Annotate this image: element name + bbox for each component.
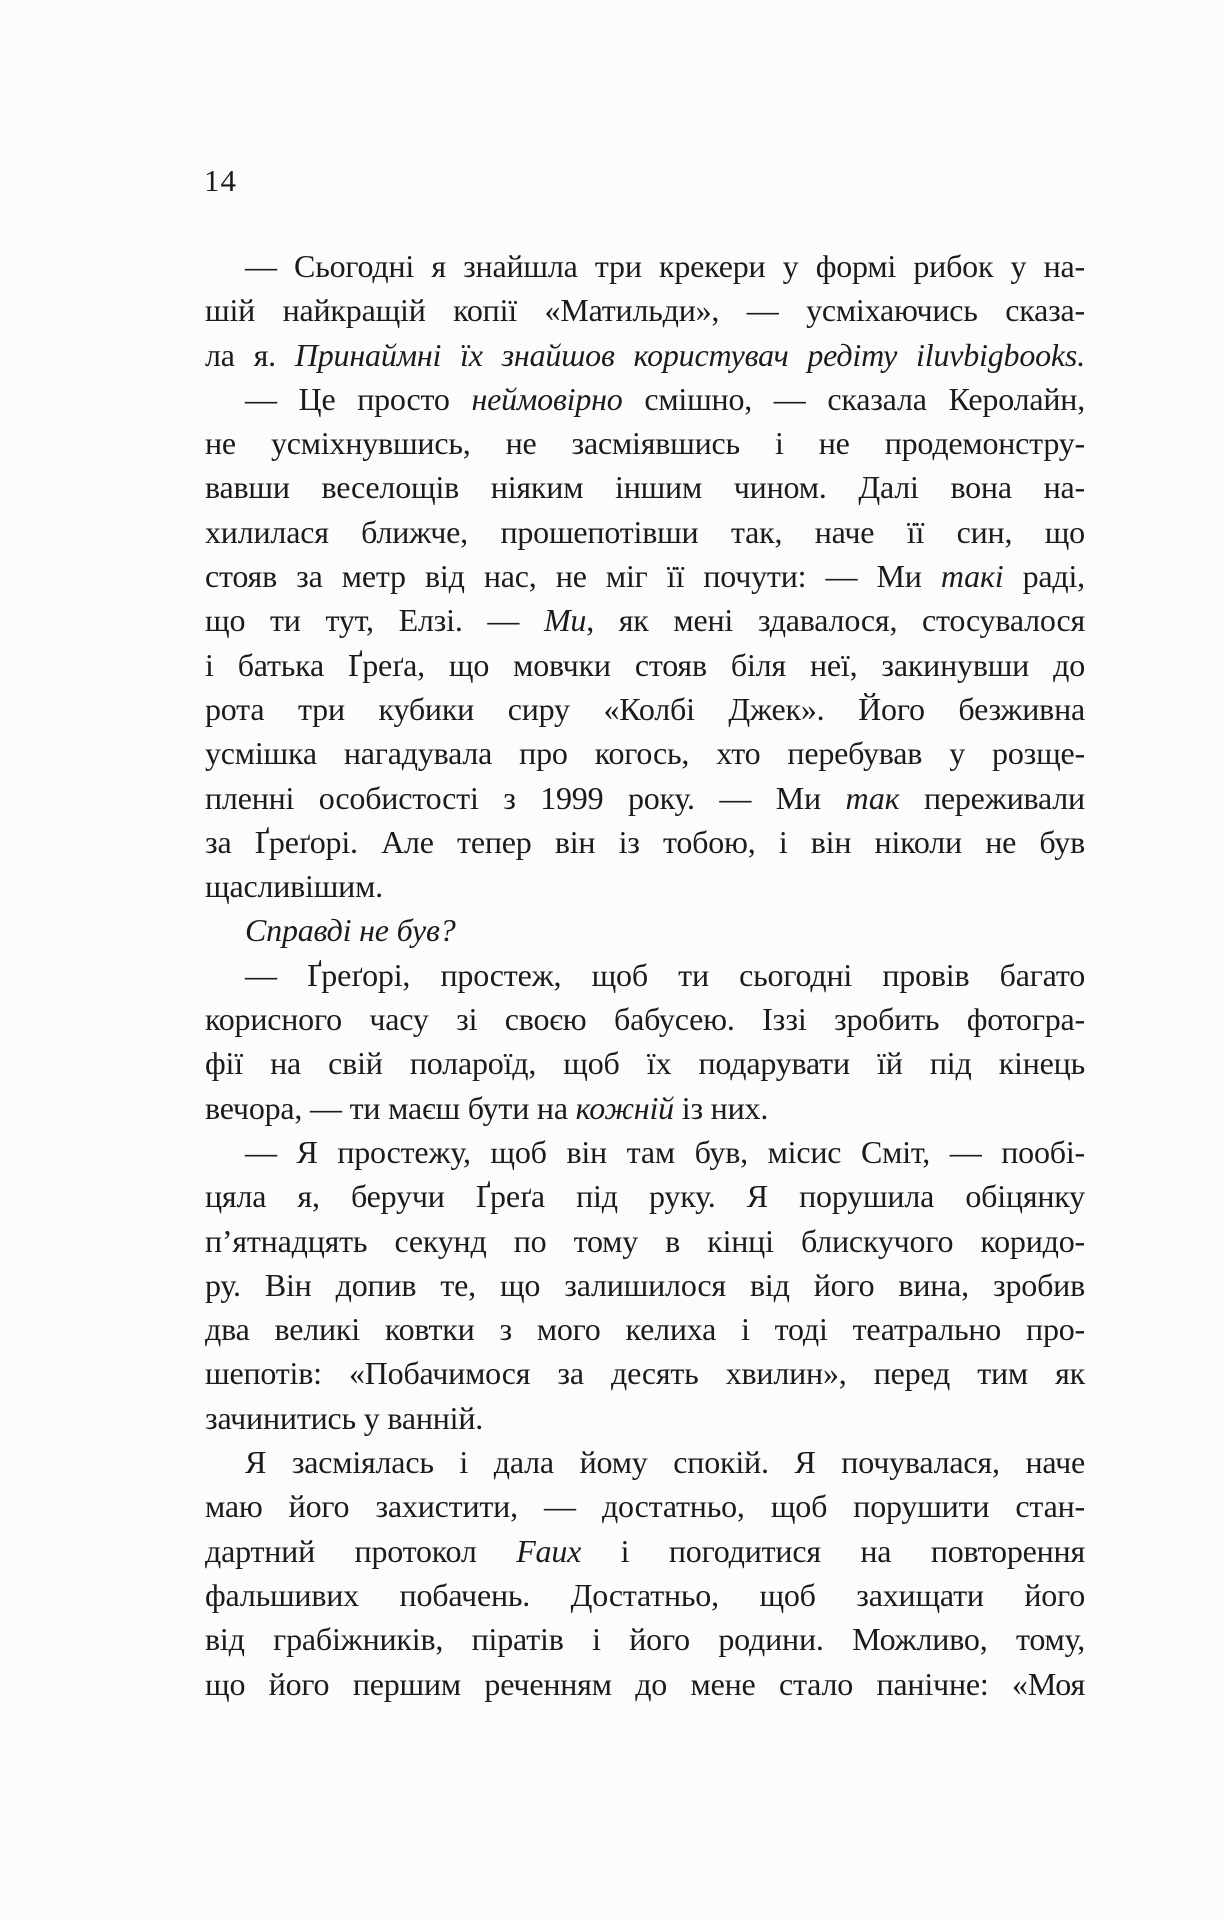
text-line xyxy=(205,288,1085,332)
text-line xyxy=(205,1219,1085,1263)
text-segment: із них. xyxy=(673,1089,769,1126)
text-line xyxy=(205,244,1085,288)
text-line xyxy=(205,465,1085,509)
text-segment: вавши веселощів ніяким іншим чином. Далі вона на- xyxy=(205,469,1085,506)
text-line xyxy=(205,1662,1085,1706)
text-segment: хилилася ближче, прошепотівши так, наче її син, що xyxy=(205,513,1085,550)
paragraph xyxy=(205,1130,1085,1440)
paragraph xyxy=(205,244,1085,377)
text-segment: вечора, — ти маєш бути на xyxy=(205,1089,576,1126)
italic-text-segment: Справді не був? xyxy=(245,912,456,949)
text-segment: дартний протокол xyxy=(205,1532,517,1569)
text-line xyxy=(205,864,1085,908)
text-segment: усмішка нагадувала про когось, хто перебував у розще- xyxy=(205,735,1085,772)
text-segment: п’ятнадцять секунд по тому в кінці блискучого коридо- xyxy=(205,1222,1085,1259)
text-line xyxy=(205,1263,1085,1307)
text-line xyxy=(205,1440,1085,1484)
text-segment: що ти тут, Елзі. — xyxy=(205,602,544,639)
text-segment: — Я простежу, щоб він там був, місис Сміт, — пообі- xyxy=(245,1133,1085,1170)
text-segment: фальшивих побачень. Достатньо, щоб захищати його xyxy=(205,1576,1085,1613)
text-line xyxy=(205,997,1085,1041)
italic-text-segment: Принаймні їх знайшов користувач редіту iluvbigbooks. xyxy=(294,336,1085,373)
text-line xyxy=(205,731,1085,775)
text-line xyxy=(205,643,1085,687)
text-segment: що його першим реченням до мене стало панічне: «Моя xyxy=(205,1665,1085,1702)
text-segment: ла я. xyxy=(205,336,295,373)
text-line xyxy=(205,1617,1085,1661)
text-segment: і батька Ґреґа, що мовчки стояв біля неї, закинувши до xyxy=(205,646,1085,683)
text-segment: цяла я, беручи Ґреґа під руку. Я порушила обіцянку xyxy=(205,1178,1085,1215)
text-segment: пленні особистості з 1999 року. — Ми xyxy=(205,779,846,816)
text-line xyxy=(205,377,1085,421)
italic-text-segment: Ми xyxy=(543,602,587,639)
paragraph xyxy=(205,908,1085,952)
text-line xyxy=(205,554,1085,598)
text-segment: фії на свій полароїд, щоб їх подарувати їй під кінець xyxy=(205,1045,1085,1082)
text-line xyxy=(205,598,1085,642)
text-segment: щасливішим. xyxy=(205,868,383,905)
text-line xyxy=(205,820,1085,864)
body-text xyxy=(205,244,1085,1706)
text-segment: за Ґреґорі. Але тепер він із тобою, і він ніколи не був xyxy=(205,823,1085,860)
text-line xyxy=(205,1041,1085,1085)
text-line xyxy=(205,1484,1085,1528)
text-segment: шій найкращій копії «Матильди», — усміхаючись сказа- xyxy=(205,292,1085,329)
italic-text-segment: такі xyxy=(940,558,1004,595)
text-segment: зачинитись у ванній. xyxy=(205,1399,484,1436)
italic-text-segment: так xyxy=(845,779,900,816)
paragraph xyxy=(205,1440,1085,1706)
text-line xyxy=(205,510,1085,554)
text-line xyxy=(205,1573,1085,1617)
text-line xyxy=(205,1307,1085,1351)
text-line xyxy=(205,776,1085,820)
text-line xyxy=(205,1130,1085,1174)
text-line xyxy=(205,953,1085,997)
text-line xyxy=(205,687,1085,731)
text-line xyxy=(205,1086,1085,1130)
text-segment: раді, xyxy=(1003,558,1085,595)
text-segment: — Ґреґорі, простеж, щоб ти сьогодні провів багато xyxy=(245,956,1085,993)
text-line xyxy=(205,1174,1085,1218)
text-segment: від грабіжників, піратів і його родини. Можливо, тому, xyxy=(205,1621,1085,1658)
page-number: 14 xyxy=(204,163,237,198)
italic-text-segment: неймовірно xyxy=(471,380,623,417)
text-line xyxy=(205,908,1085,952)
text-segment: смішно, — сказала Керолайн, xyxy=(622,380,1085,417)
text-line xyxy=(205,1396,1085,1440)
text-segment: — Сьогодні я знайшла три крекери у формі рибок у на- xyxy=(245,248,1085,284)
text-segment: ру. Він допив те, що залишилося від його вина, зробив xyxy=(205,1266,1085,1303)
text-segment: два великі ковтки з мого келиха і тоді театрально про- xyxy=(205,1311,1085,1348)
text-segment: корисного часу зі своєю бабусею. Іззі зробить фотогра- xyxy=(205,1001,1085,1038)
text-segment: шепотів: «Побачимося за десять хвилин», перед тим як xyxy=(205,1355,1085,1392)
paragraph xyxy=(205,377,1085,909)
text-line xyxy=(205,1529,1085,1573)
text-segment: і погодитися на повторення xyxy=(581,1532,1085,1569)
text-segment: стояв за метр від нас, не міг її почути: — Ми xyxy=(205,558,941,595)
text-segment: не усміхнувшись, не засміявшись і не продемонстру- xyxy=(205,425,1085,462)
text-segment: , як мені здавалося, стосувалося xyxy=(586,602,1086,639)
paragraph xyxy=(205,953,1085,1130)
text-segment: рота три кубики сиру «Колбі Джек». Його безживна xyxy=(205,690,1085,727)
text-line xyxy=(205,421,1085,465)
text-segment: Я засміялась і дала йому спокій. Я почувалася, наче xyxy=(245,1444,1085,1481)
italic-text-segment: кожній xyxy=(575,1089,674,1126)
text-segment: — Це просто xyxy=(245,380,472,417)
text-segment: маю його захистити, — достатньо, щоб порушити стан- xyxy=(205,1488,1085,1525)
text-line xyxy=(205,1351,1085,1395)
text-segment: переживали xyxy=(899,779,1085,816)
italic-text-segment: Faux xyxy=(516,1532,582,1569)
text-line xyxy=(205,333,1085,377)
